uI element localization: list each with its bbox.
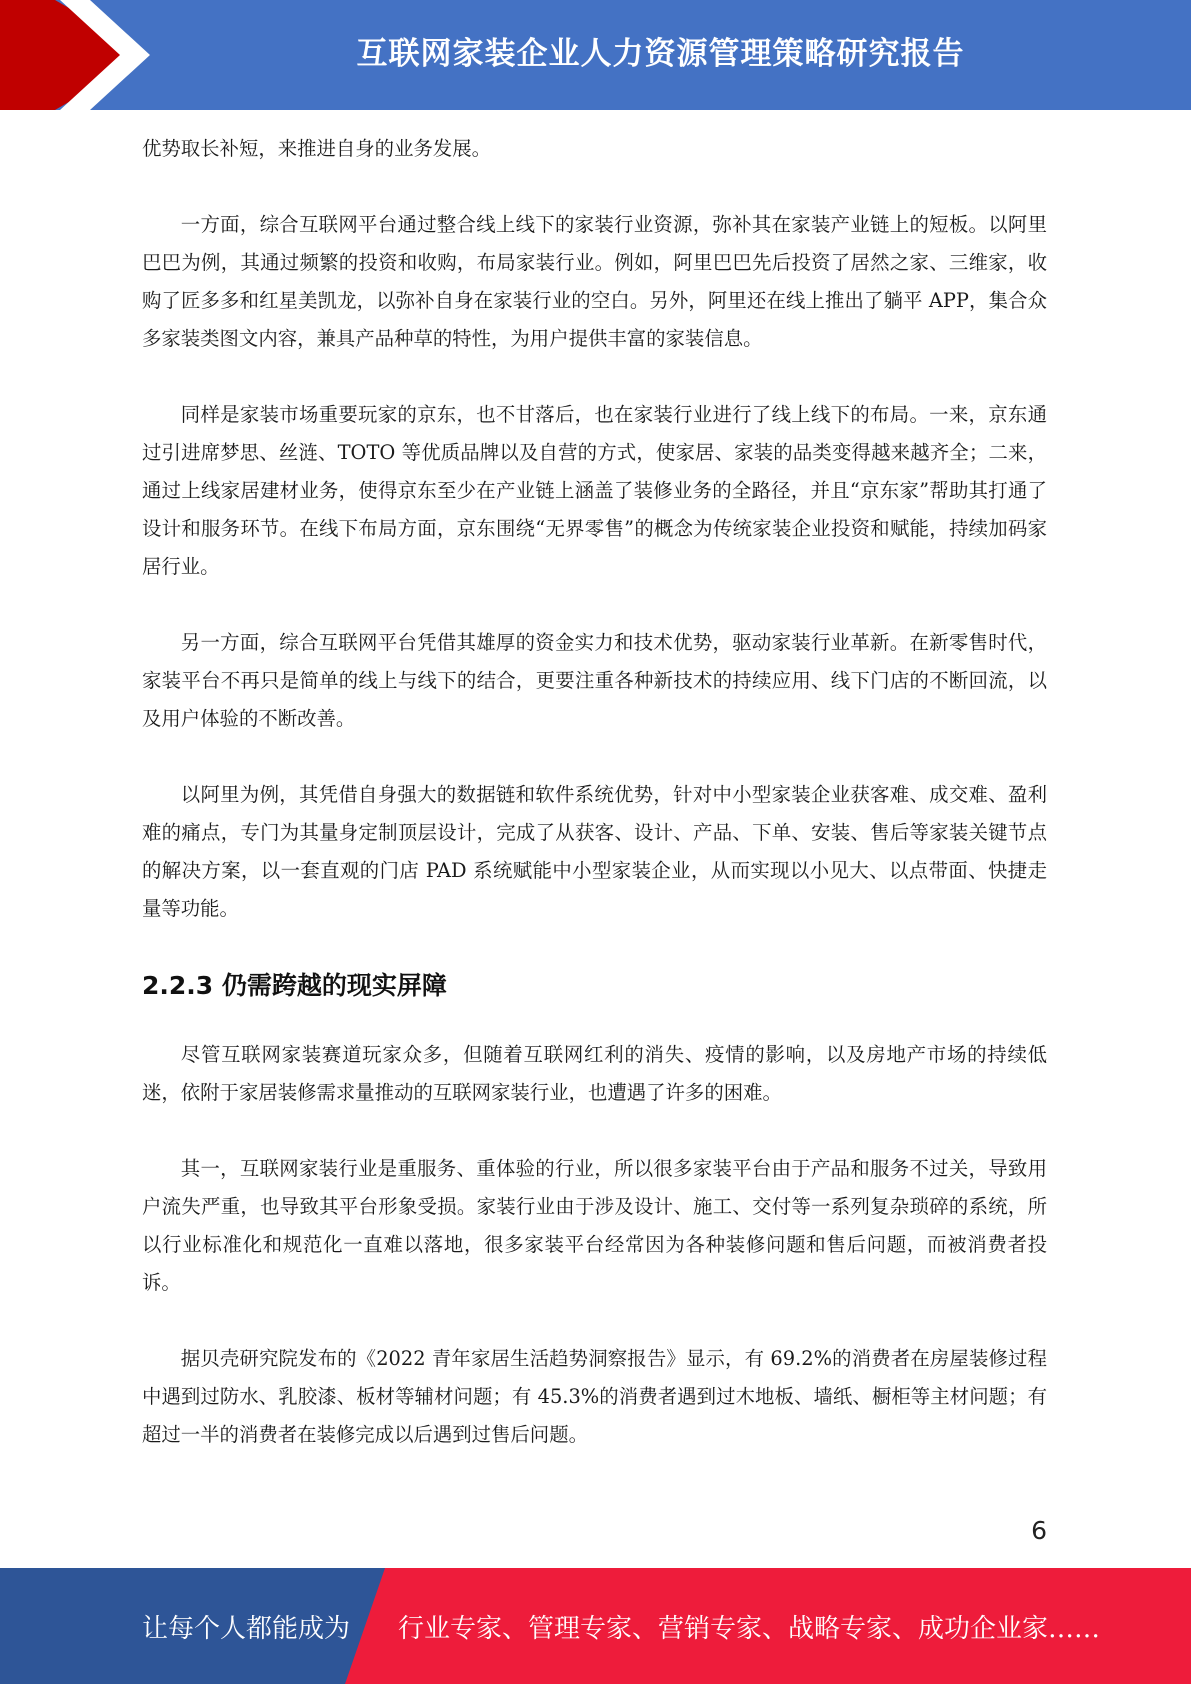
- paragraph: 一方面，综合互联网平台通过整合线上线下的家装行业资源，弥补其在家装产业链上的短板。以阿里巴巴为例，其通过频繁的投资和收购，布局家装行业。例如，阿里巴巴先后投资了居然之家、三维家，收购了匠多多和红星美凯龙，以弥补自身在家装行业的空白。另外，阿里还在线上推出了躺平 APP，集合众多家装类图文内容，兼具产品种草的特性，为用户提供丰富的家装信息。: [142, 213, 1047, 350]
- paragraph: 其一，互联网家装行业是重服务、重体验的行业，所以很多家装平台由于产品和服务不过关，导致用户流失严重，也导致其平台形象受损。家装行业由于涉及设计、施工、交付等一系列复杂琐碎的系统，所以行业标准化和规范化一直难以落地，很多家装平台经常因为各种装修问题和售后问题，而被消费者投诉。: [142, 1157, 1047, 1294]
- paragraph: 同样是家装市场重要玩家的京东，也不甘落后，也在家装行业进行了线上线下的布局。一来，京东通过引进席梦思、丝涟、TOTO 等优质品牌以及自营的方式，使家居、家装的品类变得越来越齐全；二来，通过上线家居建材业务，使得京东至少在产业链上涵盖了装修业务的全路径，并且“京东家”帮助其打通了设计和服务环节。在线下布局方面，京东围绕“无界零售”的概念为传统家装企业投资和赋能，持续加码家居行业。: [142, 403, 1047, 578]
- document-title: 互联网家装企业人力资源管理策略研究报告: [356, 35, 965, 72]
- page-footer: [0, 1568, 1191, 1684]
- footer-slogan-left: 让每个人都能成为: [142, 1613, 351, 1644]
- paragraph: 据贝壳研究院发布的《2022 青年家居生活趋势洞察报告》显示，有 69.2%的消费者在房屋装修过程中遇到过防水、乳胶漆、板材等辅材问题；有 45.3%的消费者遇到过木地板、墙纸、橱柜等主材问题；有超过一半的消费者在装修完成以后遇到过售后问题。: [142, 1347, 1047, 1446]
- paragraph: 另一方面，综合互联网平台凭借其雄厚的资金实力和技术优势，驱动家装行业革新。在新零售时代，家装平台不再只是简单的线上与线下的结合，更要注重各种新技术的持续应用、线下门店的不断回流，以及用户体验的不断改善。: [142, 631, 1047, 730]
- section-heading: 2.2.3 仍需跨越的现实屏障: [142, 971, 447, 1000]
- footer-slogan-right: 行业专家、管理专家、营销专家、战略专家、成功企业家……: [398, 1613, 1101, 1644]
- page-header: [0, 0, 1191, 110]
- document-body: [142, 130, 1047, 1492]
- paragraph: 优势取长补短，来推进自身的业务发展。: [142, 137, 492, 160]
- page-number: 6: [1031, 1516, 1047, 1545]
- paragraph: 以阿里为例，其凭借自身强大的数据链和软件系统优势，针对中小型家装企业获客难、成交难、盈利难的痛点，专门为其量身定制顶层设计，完成了从获客、设计、产品、下单、安装、售后等家装关键节点的解决方案，以一套直观的门店 PAD 系统赋能中小型家装企业，从而实现以小见大、以点带面、快捷走量等功能。: [142, 783, 1047, 920]
- paragraph: 尽管互联网家装赛道玩家众多，但随着互联网红利的消失、疫情的影响，以及房地产市场的持续低迷，依附于家居装修需求量推动的互联网家装行业，也遭遇了许多的困难。: [142, 1043, 1047, 1104]
